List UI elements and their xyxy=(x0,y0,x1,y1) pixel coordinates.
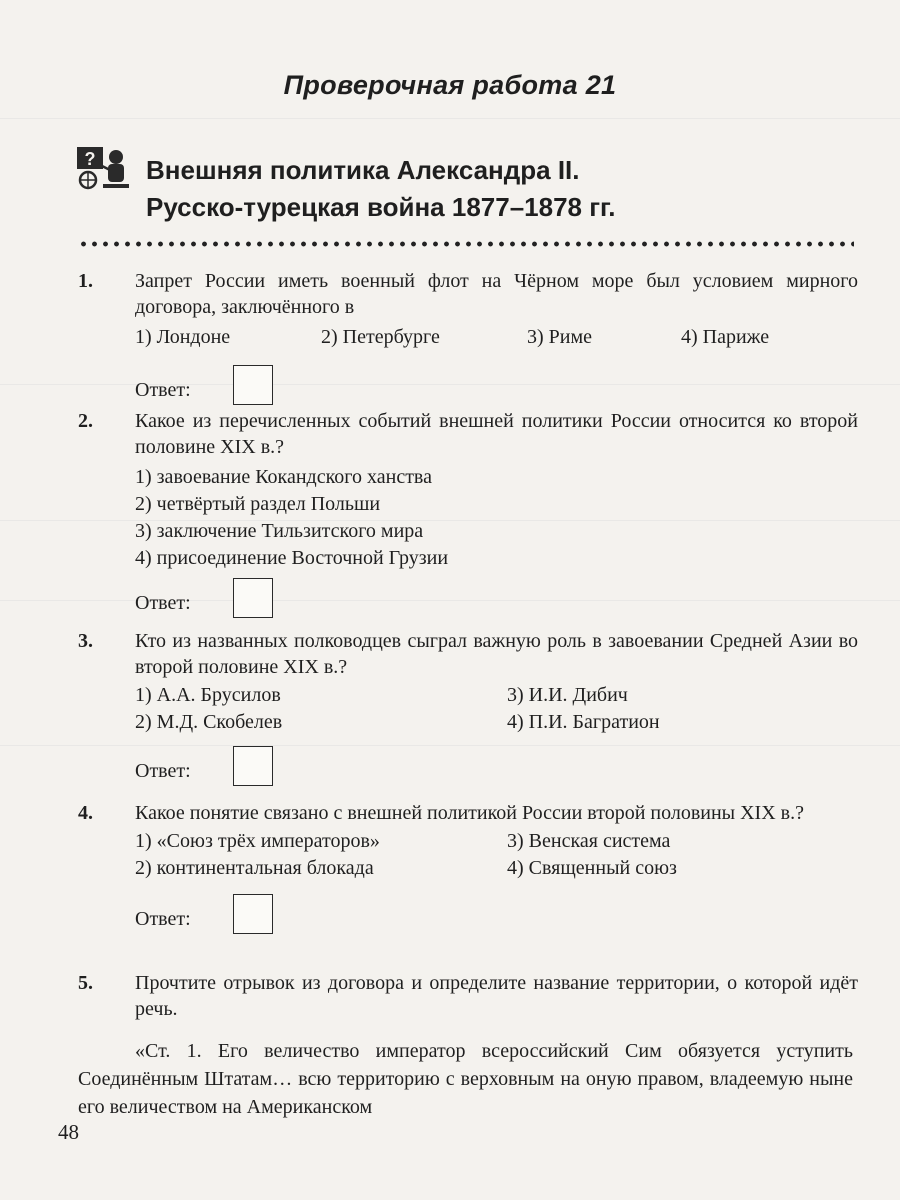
option-4[interactable]: 4) присоединение Восточной Грузии xyxy=(135,547,449,569)
treaty-passage: «Ст. 1. Его величество император всероссийский Сим обязуется уступить Соединённым Штатам… всю территорию с верховным на оную правом, владеемую ныне его величеством на Американском xyxy=(78,1040,853,1118)
question-4 xyxy=(78,800,858,938)
option-1[interactable]: 1) «Союз трёх императоров» xyxy=(135,830,380,852)
option-2[interactable]: 2) континентальная блокада xyxy=(135,857,374,879)
question-text: Запрет России иметь военный флот на Чёрном море был условием мирного договора, заключённого в xyxy=(135,270,858,318)
answer-options xyxy=(135,682,858,709)
question-number: 2. xyxy=(78,410,93,432)
question-text: Какое из перечисленных событий внешней политики России относится ко второй половине XIX в.? xyxy=(135,410,858,458)
page-title: Проверочная работа 21 xyxy=(283,70,617,100)
question-number: 5. xyxy=(78,972,93,994)
answer-box[interactable] xyxy=(233,578,273,618)
answer-box[interactable] xyxy=(233,894,273,934)
option-1[interactable]: 1) А.А. Брусилов xyxy=(135,684,281,706)
question-2 xyxy=(78,408,858,622)
option-2[interactable]: 2) четвёртый раздел Польши xyxy=(135,493,381,515)
question-5 xyxy=(78,970,858,1022)
answer-options xyxy=(135,828,858,855)
question-number: 1. xyxy=(78,270,93,292)
option-4[interactable]: 4) П.И. Багратион xyxy=(507,711,660,733)
answer-box[interactable] xyxy=(233,746,273,786)
answer-label: Ответ: xyxy=(135,908,191,930)
question-3 xyxy=(78,628,858,790)
answer-row xyxy=(135,746,858,790)
option-3[interactable]: 3) Венская система xyxy=(507,830,671,852)
svg-text:?: ? xyxy=(84,149,96,169)
page-number: 48 xyxy=(58,1120,79,1144)
answer-box[interactable] xyxy=(233,365,273,405)
option-4[interactable]: 4) Париже xyxy=(681,326,770,348)
answer-row xyxy=(135,365,858,409)
answer-label: Ответ: xyxy=(135,760,191,782)
answer-row xyxy=(135,894,858,938)
answer-label: Ответ: xyxy=(135,379,191,401)
option-1[interactable]: 1) Лондоне xyxy=(135,326,231,348)
topic-title xyxy=(146,152,616,226)
answer-options xyxy=(135,709,858,736)
answer-options xyxy=(135,855,858,882)
answer-label: Ответ: xyxy=(135,592,191,614)
topic-title-line-2: Русско-турецкая война 1877–1878 гг. xyxy=(146,192,616,222)
option-3[interactable]: 3) заключение Тильзитского мира xyxy=(135,520,424,542)
question-text: Какое понятие связано с внешней политикой России второй половины XIX в.? xyxy=(135,802,804,824)
question-number: 4. xyxy=(78,802,93,824)
option-3[interactable]: 3) Риме xyxy=(527,326,593,348)
option-3[interactable]: 3) И.И. Дибич xyxy=(507,684,628,706)
question-number: 3. xyxy=(78,630,93,652)
topic-title-line-1: Внешняя политика Александра II. xyxy=(146,155,580,185)
answer-options xyxy=(135,324,858,351)
show-through-line xyxy=(0,118,900,119)
option-2[interactable]: 2) Петербурге xyxy=(321,326,440,348)
option-1[interactable]: 1) завоевание Кокандского ханства xyxy=(135,466,432,488)
answer-row xyxy=(135,578,858,622)
question-text: Прочтите отрывок из договора и определите название территории, о которой идёт речь. xyxy=(135,972,858,1020)
dotted-divider xyxy=(78,240,854,248)
question-text: Кто из названных полководцев сыграл важную роль в завоевании Средней Азии во второй половине XIX в.? xyxy=(135,630,858,678)
option-2[interactable]: 2) М.Д. Скобелев xyxy=(135,711,283,733)
option-4[interactable]: 4) Священный союз xyxy=(507,857,677,879)
quiz-figure-icon xyxy=(76,146,130,190)
question-1 xyxy=(78,268,858,409)
